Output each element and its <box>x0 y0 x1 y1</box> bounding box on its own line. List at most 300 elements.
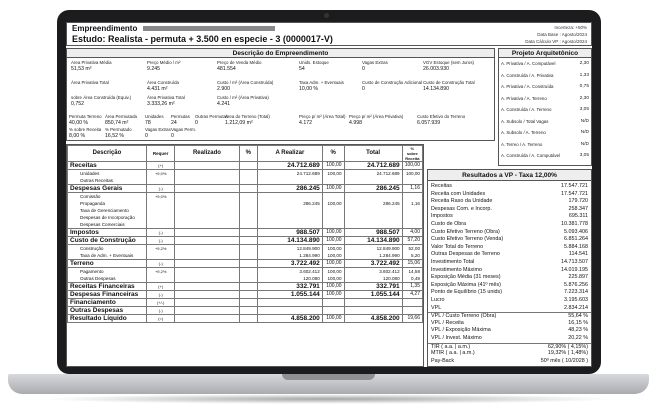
column-header: % <box>322 146 344 162</box>
screen <box>66 22 592 367</box>
resultado-row <box>428 244 591 252</box>
table-cell: 19,66 <box>402 315 422 323</box>
resultado-value: 3.195.603 <box>564 297 588 303</box>
descricao-label: Permutas <box>171 114 190 119</box>
table-cell <box>239 315 257 323</box>
table-cell: Resultado Líquido <box>68 315 147 323</box>
resultado-row <box>428 320 591 328</box>
table-row <box>68 315 423 323</box>
table-cell: Despesas Gerais <box>68 185 147 193</box>
descricao-value: 0 <box>145 133 148 139</box>
table-cell: (-) <box>146 260 174 268</box>
table-cell <box>239 185 257 193</box>
table-cell: 1,16 <box>402 200 422 207</box>
table-cell <box>344 214 402 221</box>
table-row <box>68 275 423 283</box>
table-cell: 100,00 <box>322 283 344 291</box>
table-cell: 57,20 <box>402 237 422 245</box>
table-row <box>68 252 423 260</box>
resultado-value: 14.019.195 <box>561 266 588 273</box>
resultado-row <box>428 327 591 335</box>
resultado-value: 5.876.256 <box>564 281 588 288</box>
table-cell <box>175 268 239 276</box>
table-row <box>68 170 423 178</box>
resultado-row <box>428 251 591 259</box>
resultado-row <box>428 236 591 244</box>
laptop-notch <box>282 374 375 380</box>
table-cell <box>146 177 174 185</box>
table-cell <box>322 221 344 229</box>
table-cell: 4,27 <box>402 291 422 299</box>
descricao-value: 4.998 <box>349 120 362 126</box>
resultado-row <box>428 350 591 358</box>
resultado-row <box>428 213 591 221</box>
camera-icon <box>324 13 329 18</box>
table-cell <box>175 229 239 237</box>
table-cell <box>239 207 257 214</box>
table-cell: Despesas de Incorporação <box>68 214 147 221</box>
table-cell <box>344 307 402 315</box>
table-row <box>68 283 423 291</box>
descricao-value: 4.431 m² <box>147 86 168 92</box>
resultado-label: Impostos <box>431 213 453 220</box>
table-cell: (+) <box>146 162 174 170</box>
table-cell <box>239 214 257 221</box>
descricao-label: Unidades <box>145 114 164 119</box>
table-cell: 332.791 <box>344 283 402 291</box>
table-cell <box>402 214 422 221</box>
descricao-value: 2.900 <box>217 86 230 92</box>
table-cell: 14.134.890 <box>257 237 322 245</box>
table-cell: 4,00 <box>402 229 422 237</box>
main-table <box>67 145 423 323</box>
resultado-value: 10.381.778 <box>561 221 588 227</box>
descricao-title: Descrição do Empreendimento <box>67 49 494 58</box>
resultado-value: 48,23 % <box>568 327 588 334</box>
table-cell <box>257 299 322 307</box>
table-cell <box>257 193 322 201</box>
resultado-label: Receitas <box>431 183 452 189</box>
column-header: Total <box>344 146 402 162</box>
descricao-label: Preço p/ m² (Área Total) <box>299 114 346 119</box>
table-cell: (+/-) <box>146 299 174 307</box>
table-row <box>68 185 423 193</box>
table-cell: 120.080 <box>257 275 322 283</box>
descricao-value: 54 <box>299 66 305 72</box>
table-row <box>68 307 423 315</box>
projeto-panel <box>498 48 592 166</box>
table-cell <box>257 221 322 229</box>
descricao-label: Custo de Construção Total <box>423 80 475 85</box>
table-cell: 100,00 <box>322 252 344 260</box>
descricao-label: Área do Terreno (Total) <box>225 114 270 119</box>
table-cell: 286.245 <box>344 200 402 207</box>
main-table-panel <box>66 144 424 367</box>
descricao-value: 0,752 <box>71 101 84 107</box>
projeto-value: 0,75 <box>579 84 589 89</box>
descricao-value: 1.212,09 m² <box>225 120 253 126</box>
descricao-label: Taxa Adm. + Eventuais <box>299 80 344 85</box>
resultado-label: Receita com Unidades <box>431 190 486 197</box>
table-cell <box>322 193 344 201</box>
table-cell <box>175 221 239 229</box>
table-cell <box>344 207 402 214</box>
projeto-label: A. Privativa / A. Construída <box>501 84 554 89</box>
resultado-label: Valor Total do Terreno <box>431 243 484 250</box>
table-cell: (-) <box>146 291 174 299</box>
study-title: Estudo: Realista - permuta + 3.500 en especie - 3 (0000017-V) <box>72 34 333 44</box>
table-cell: 3.602.412 <box>344 268 402 276</box>
table-cell <box>239 170 257 178</box>
table-cell: 100,00 <box>322 291 344 299</box>
laptop-shadow <box>40 394 617 404</box>
table-cell <box>402 221 422 229</box>
resultado-row <box>428 343 591 351</box>
resultado-row <box>428 282 591 290</box>
resultados-panel <box>427 169 592 367</box>
table-cell: 3.602.412 <box>257 268 322 276</box>
table-cell: Taxa de Gerenciamento <box>68 207 147 214</box>
table-cell <box>257 214 322 221</box>
table-cell: 1.055.144 <box>344 291 402 299</box>
table-cell <box>175 245 239 253</box>
table-cell <box>257 177 322 185</box>
table-row <box>68 214 423 221</box>
table-cell: (=) <box>146 315 174 323</box>
table-cell <box>344 177 402 185</box>
table-cell <box>239 291 257 299</box>
table-cell <box>257 307 322 315</box>
resultado-value: 179.720 <box>568 198 588 205</box>
table-cell: 24.712.689 <box>257 162 322 170</box>
table-cell: 24.712.689 <box>344 170 402 178</box>
descricao-label: Vagas Extras <box>145 127 171 132</box>
table-cell: +9,0% <box>146 170 174 178</box>
resultado-label: VPL <box>431 304 442 311</box>
projeto-value: 3,05 <box>579 107 589 112</box>
resultado-label: Exposição Média (31 meses) <box>431 274 501 281</box>
table-cell <box>175 252 239 260</box>
projeto-label: A. Privativa / A. Terreno <box>501 95 547 101</box>
projeto-label: A. Construída / A. Privativa <box>501 72 554 78</box>
table-cell <box>239 299 257 307</box>
table-cell <box>344 193 402 201</box>
table-cell: 14,58 <box>402 268 422 276</box>
table-cell: 4.858.200 <box>344 315 402 323</box>
table-cell <box>402 193 422 201</box>
projeto-value: 3,05 <box>579 153 589 158</box>
resultado-value: 17.547.721 <box>561 190 588 197</box>
table-cell: 12.849.900 <box>344 245 402 253</box>
table-cell <box>239 260 257 268</box>
table-cell: 100,00 <box>322 229 344 237</box>
resultado-label: VPL / Custo Terreno (Obra) <box>431 313 497 320</box>
table-cell: Outras Despesas <box>68 307 147 315</box>
table-cell <box>257 207 322 214</box>
table-cell <box>175 170 239 178</box>
table-cell: 100,00 <box>322 245 344 253</box>
table-row <box>68 162 423 170</box>
column-header: Descrição <box>68 146 147 162</box>
table-row <box>68 207 423 214</box>
table-cell <box>344 299 402 307</box>
table-cell: 3.722.492 <box>257 260 322 268</box>
table-row <box>68 291 423 299</box>
table-cell <box>239 237 257 245</box>
table-cell <box>175 162 239 170</box>
table-cell: 100,00 <box>322 275 344 283</box>
projeto-label: A. Construída / A. Terreno <box>501 107 552 112</box>
descricao-body <box>67 58 494 140</box>
table-cell: (-) <box>146 237 174 245</box>
resultado-label: Receita Raso da Unidade <box>431 198 493 205</box>
table-cell <box>175 207 239 214</box>
resultado-label: VPL / Invest. Máximo <box>431 335 482 341</box>
table-cell <box>402 307 422 315</box>
descricao-value: 10,00 % <box>299 86 319 92</box>
resultado-value: 62,90% ( 4,15%) <box>547 343 588 350</box>
table-cell: Taxa de Adm. + Eventuais <box>68 252 147 260</box>
descricao-label: Custo de Construção Adicional <box>362 80 423 85</box>
table-cell: 332.791 <box>257 283 322 291</box>
resultado-row <box>428 274 591 282</box>
resultado-value: 2.834.214 <box>564 304 588 311</box>
resultado-row <box>428 335 591 343</box>
descricao-label: Área Privativa Total <box>147 95 185 100</box>
descricao-label: Vagas Perm. <box>171 127 197 132</box>
resultado-label: Custo de Obra <box>431 221 467 227</box>
table-cell <box>146 214 174 221</box>
resultado-label: Exposição Máxima (41º mês) <box>431 281 501 288</box>
resultado-value: 695.311 <box>568 213 588 220</box>
table-cell <box>239 229 257 237</box>
projeto-label: A. Privativa / A. Computável <box>501 61 556 66</box>
table-row <box>68 193 423 201</box>
column-header: A Realizar <box>257 146 322 162</box>
table-cell <box>239 275 257 283</box>
table-cell: 100,00 <box>322 162 344 170</box>
resultado-value: 5.093.406 <box>564 228 588 235</box>
report-header <box>66 22 592 46</box>
table-cell: 5,20 <box>402 252 422 260</box>
table-cell: 100,00 <box>322 268 344 276</box>
resultado-label: TIR ( a.a. | a.m.) <box>431 343 471 350</box>
descricao-value: 0 <box>362 66 365 72</box>
descricao-value: 16,52 % <box>105 133 125 139</box>
table-cell <box>239 252 257 260</box>
project-title: Empreendimento <box>72 24 138 33</box>
descricao-value: 14.134.890 <box>423 86 449 92</box>
data-base-label: Data Base : Agosto/2024 <box>537 32 587 37</box>
descricao-label: Área Permutada <box>105 114 137 119</box>
descricao-label: Permuta Terreno <box>69 114 102 119</box>
table-cell: 988.507 <box>257 229 322 237</box>
resultado-row <box>428 305 591 313</box>
descricao-label: % sobre Receita <box>69 127 102 132</box>
resultado-value: 5.884.168 <box>564 243 588 250</box>
table-cell: 52,00 <box>402 245 422 253</box>
projeto-label: A. Subsolo / A. Terreno <box>501 130 546 135</box>
table-cell <box>175 275 239 283</box>
table-cell <box>322 207 344 214</box>
resultado-value: 19,32% ( 1,48%) <box>547 350 588 357</box>
resultado-value: 50º mês ( 10/2028 ) <box>540 357 588 364</box>
projeto-value: 2,30 <box>579 61 589 66</box>
descricao-value: 4.241 <box>217 101 230 107</box>
table-cell: Pagamento <box>68 268 147 276</box>
table-cell: Propaganda <box>68 200 147 207</box>
table-cell: 286.245 <box>257 185 322 193</box>
resultado-value: 258.347 <box>568 205 588 212</box>
table-cell <box>402 299 422 307</box>
table-cell: 14.134.890 <box>344 237 402 245</box>
table-cell: +9,2% <box>146 268 174 276</box>
table-header-row <box>68 146 423 162</box>
table-cell: 286.245 <box>257 200 322 207</box>
resultado-label: Outras Despesas de Terreno <box>431 251 500 258</box>
resultado-label: Investimento Máximo <box>431 266 482 273</box>
table-cell <box>146 275 174 283</box>
descricao-label: Preço de Venda Médio <box>217 60 262 65</box>
column-header: % <box>239 146 257 162</box>
table-row <box>68 221 423 229</box>
resultado-row <box>428 312 591 320</box>
descricao-value: 0 <box>171 133 174 139</box>
resultado-value: 6.851.264 <box>564 236 588 243</box>
resultado-label: Ponto de Equilíbrio (15 unids) <box>431 289 503 296</box>
descricao-label: Custo / m² (Área Privativa) <box>217 95 269 100</box>
resultado-row <box>428 183 591 191</box>
descricao-label: Área Privativa Total <box>71 80 109 85</box>
table-row <box>68 177 423 185</box>
table-cell: 100,00 <box>402 170 422 178</box>
descricao-value: 9.245 <box>147 66 160 72</box>
table-cell: (-) <box>146 185 174 193</box>
table-cell <box>146 200 174 207</box>
descricao-label: Custo / m² (Área Construída) <box>217 80 274 85</box>
projeto-value: 1,33 <box>579 72 589 78</box>
table-cell: 1,35 <box>402 283 422 291</box>
table-cell <box>322 177 344 185</box>
resultado-label: MTIR ( a.a. | a.m.) <box>431 350 475 357</box>
resultado-label: Lucro <box>431 297 445 303</box>
table-row <box>68 299 423 307</box>
descricao-value: 850,74 m² <box>105 120 129 126</box>
descricao-label: Outras Permutas <box>195 114 229 119</box>
table-cell: 15,06 <box>402 260 422 268</box>
table-cell: Financiamento <box>68 299 147 307</box>
table-cell <box>175 200 239 207</box>
table-row <box>68 237 423 245</box>
table-cell: Receitas <box>68 162 147 170</box>
descricao-value: 3.333,26 m² <box>147 101 175 107</box>
table-row <box>68 200 423 207</box>
descricao-label: Vagas Extras <box>362 60 388 65</box>
descricao-value: 0 <box>195 120 198 126</box>
descricao-value: 78 <box>145 120 151 126</box>
resultado-row <box>428 191 591 199</box>
table-cell <box>175 214 239 221</box>
table-cell <box>322 299 344 307</box>
resultado-value: 17.547.721 <box>561 183 588 189</box>
table-cell <box>175 260 239 268</box>
table-cell <box>175 185 239 193</box>
table-cell <box>239 307 257 315</box>
descricao-value: 8,00 % <box>69 133 86 139</box>
descricao-label: Preço Médio / m² <box>147 60 181 65</box>
table-cell <box>239 177 257 185</box>
descricao-label: VGV Estoque (sem Juros) <box>423 60 474 65</box>
table-cell <box>239 221 257 229</box>
descricao-value: 24 <box>171 120 177 126</box>
descricao-label: Unids. Estoque <box>299 60 329 65</box>
resultado-row <box>428 289 591 297</box>
resultado-value: 14.713.507 <box>561 259 588 265</box>
resultado-row <box>428 259 591 267</box>
resultado-row <box>428 267 591 275</box>
table-cell: 1.284.990 <box>257 252 322 260</box>
projeto-label: A. Terreo / A. Terreno <box>501 141 543 147</box>
descricao-value: 0 <box>362 86 365 92</box>
table-cell: Custo de Construção <box>68 237 147 245</box>
table-cell: +9,0% <box>146 193 174 201</box>
descricao-value: 4.172 <box>299 120 312 126</box>
projeto-value: N/D <box>580 130 589 135</box>
table-cell: (-) <box>146 307 174 315</box>
table-cell <box>146 207 174 214</box>
table-cell: 100,00 <box>322 200 344 207</box>
table-cell: 100,00 <box>322 170 344 178</box>
table-cell <box>146 221 174 229</box>
descricao-value: 40,00 % <box>69 120 89 126</box>
resultado-label: VPL / Receita <box>431 319 464 326</box>
column-header: Requer <box>146 146 174 162</box>
resultado-row <box>428 297 591 305</box>
table-cell <box>239 283 257 291</box>
table-cell <box>344 221 402 229</box>
resultado-value: 7.223.314 <box>564 289 588 296</box>
table-cell <box>175 177 239 185</box>
data-calculo-label: Data Cálculo VP : Agosto/2024 <box>525 39 587 44</box>
table-cell: 100,00 <box>402 162 422 170</box>
table-cell: 1,16 <box>402 185 422 193</box>
table-cell: Construção <box>68 245 147 253</box>
table-row <box>68 229 423 237</box>
table-cell: 100,00 <box>322 237 344 245</box>
resultado-row <box>428 206 591 214</box>
table-cell: Despesas Financeiras <box>68 291 147 299</box>
projeto-label: A. Construída / A. Computável <box>501 153 561 158</box>
table-cell: 988.507 <box>344 229 402 237</box>
table-cell <box>175 237 239 245</box>
resultados-title: Resultados a VP - Taxa 12,00% <box>428 170 591 181</box>
table-cell: 100,00 <box>322 260 344 268</box>
table-cell <box>175 299 239 307</box>
table-row <box>68 260 423 268</box>
descricao-label: Custo Efetivo do Terreno <box>417 114 466 119</box>
redacted-bar <box>143 26 275 31</box>
table-cell <box>239 268 257 276</box>
resultado-label: Pay-Back <box>431 357 455 364</box>
table-cell: 12.849.900 <box>257 245 322 253</box>
table-cell: Impostos <box>68 229 147 237</box>
descricao-value: 26.003.930 <box>423 66 449 72</box>
table-cell <box>239 200 257 207</box>
table-cell: Outras Receitas <box>68 177 147 185</box>
table-cell <box>146 252 174 260</box>
resultado-row <box>428 198 591 206</box>
resultado-label: Custo Efetivo Terreno (Venda) <box>431 236 504 243</box>
